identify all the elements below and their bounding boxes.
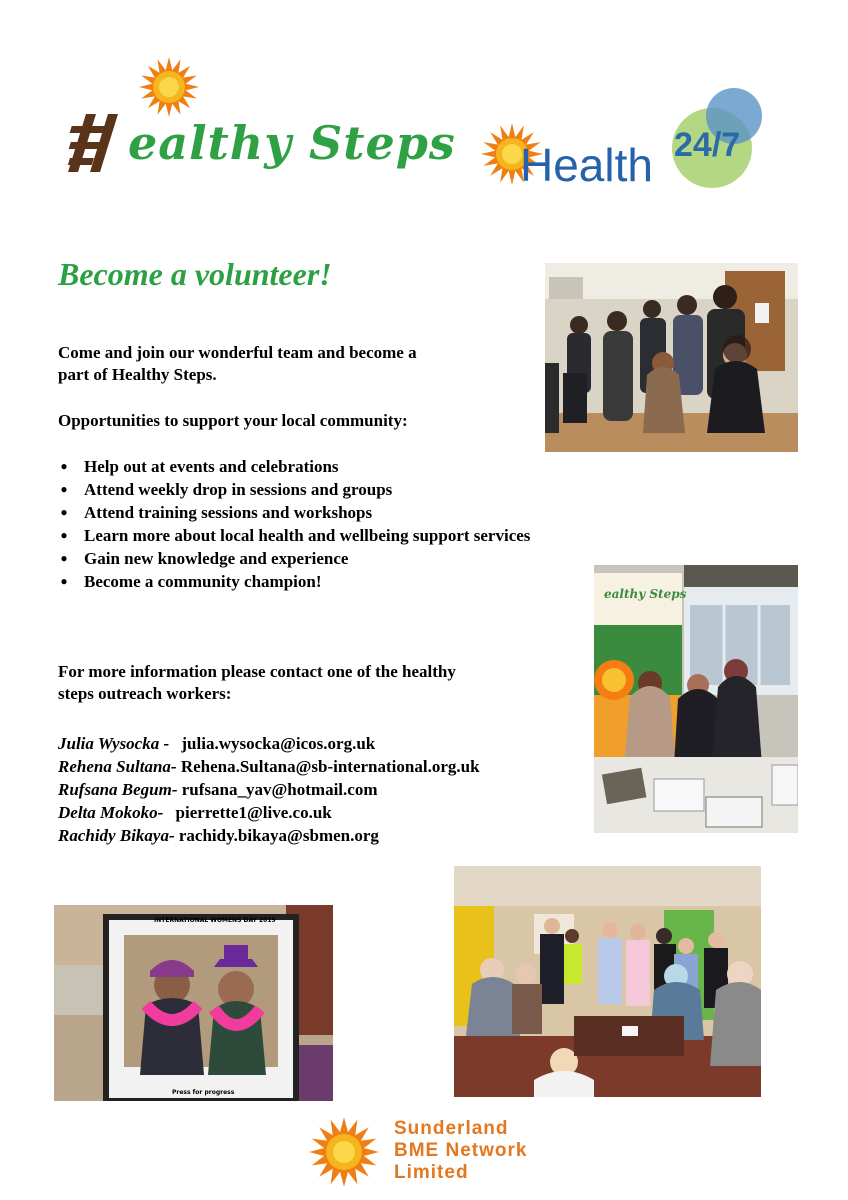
banner-logo-text: ealthy Steps (604, 587, 687, 601)
health-247-logo (478, 86, 788, 196)
womens-day-frame-text: INTERNATIONAL WOMENS DAY 2019 (154, 917, 276, 924)
list-item: ● Become a community champion! (58, 570, 530, 593)
sbme-line-1: Sunderland (394, 1118, 509, 1139)
press-text: Press for progress (172, 1089, 235, 1096)
intro-line-2: part of Healthy Steps. (58, 365, 217, 384)
intro-line-1: Come and join our wonderful team and become a (58, 343, 417, 362)
health-247-number: 24/7 (674, 126, 741, 164)
contact-row (58, 755, 480, 778)
bullet-icon: ● (60, 551, 68, 565)
bullet-icon: ● (60, 459, 68, 473)
opportunities-list (58, 455, 530, 593)
contact-name: Delta Mokoko- (58, 803, 164, 822)
bullet-icon: ● (60, 528, 68, 542)
contact-email[interactable]: Rehena.Sultana@sb-international.org.uk (180, 757, 480, 776)
list-item: ● Learn more about local health and wellbeing support services (58, 524, 530, 547)
bullet-icon: ● (60, 482, 68, 496)
contact-row (58, 824, 480, 847)
page-title: Become a volunteer! (58, 256, 332, 292)
health-word: Health (520, 139, 653, 191)
contact-name: Julia Wysocka - (58, 734, 170, 753)
ladder-icon (66, 112, 128, 174)
healthy-steps-stall-photo (594, 565, 798, 833)
contact-email[interactable]: julia.wysocka@icos.org.uk (181, 734, 376, 753)
healthy-steps-logo (60, 50, 456, 180)
intro-text (58, 342, 518, 386)
community-group-photo (454, 866, 761, 1097)
list-item: ● Gain new knowledge and experience (58, 547, 530, 570)
contact-row (58, 801, 480, 824)
contact-row (58, 778, 480, 801)
list-item: ● Attend weekly drop in sessions and groups (58, 478, 530, 501)
sbme-line-2: BME Network (394, 1140, 528, 1161)
contact-name: Rachidy Bikaya- (58, 826, 175, 845)
info-text (58, 661, 578, 705)
info-line-1: For more information please contact one of the healthy (58, 662, 456, 681)
sun-icon (308, 1116, 380, 1188)
info-line-2: steps outreach workers: (58, 684, 232, 703)
contact-email[interactable]: rachidy.bikaya@sbmen.org (178, 826, 379, 845)
sbme-logo-text (394, 1118, 527, 1184)
list-item: ● Help out at events and celebrations (58, 455, 530, 478)
list-item: ● Attend training sessions and workshops (58, 501, 530, 524)
sbme-logo (308, 1116, 568, 1188)
bullet-icon: ● (60, 505, 68, 519)
volunteer-group-photo (545, 263, 798, 452)
contact-email[interactable]: pierrette1@live.co.uk (175, 803, 332, 822)
contacts-list (58, 732, 480, 847)
contact-row (58, 732, 480, 755)
opportunities-title: Opportunities to support your local community: (58, 411, 408, 430)
sun-icon (138, 56, 200, 118)
contact-name: Rehena Sultana- (58, 757, 177, 776)
bullet-icon: ● (60, 574, 68, 588)
sbme-line-3: Limited (394, 1162, 469, 1183)
contact-name: Rufsana Begum- (58, 780, 178, 799)
healthy-steps-logo-text: ealthy Steps (128, 116, 456, 170)
contact-email[interactable]: rufsana_yav@hotmail.com (181, 780, 378, 799)
womens-day-photo (54, 905, 333, 1101)
